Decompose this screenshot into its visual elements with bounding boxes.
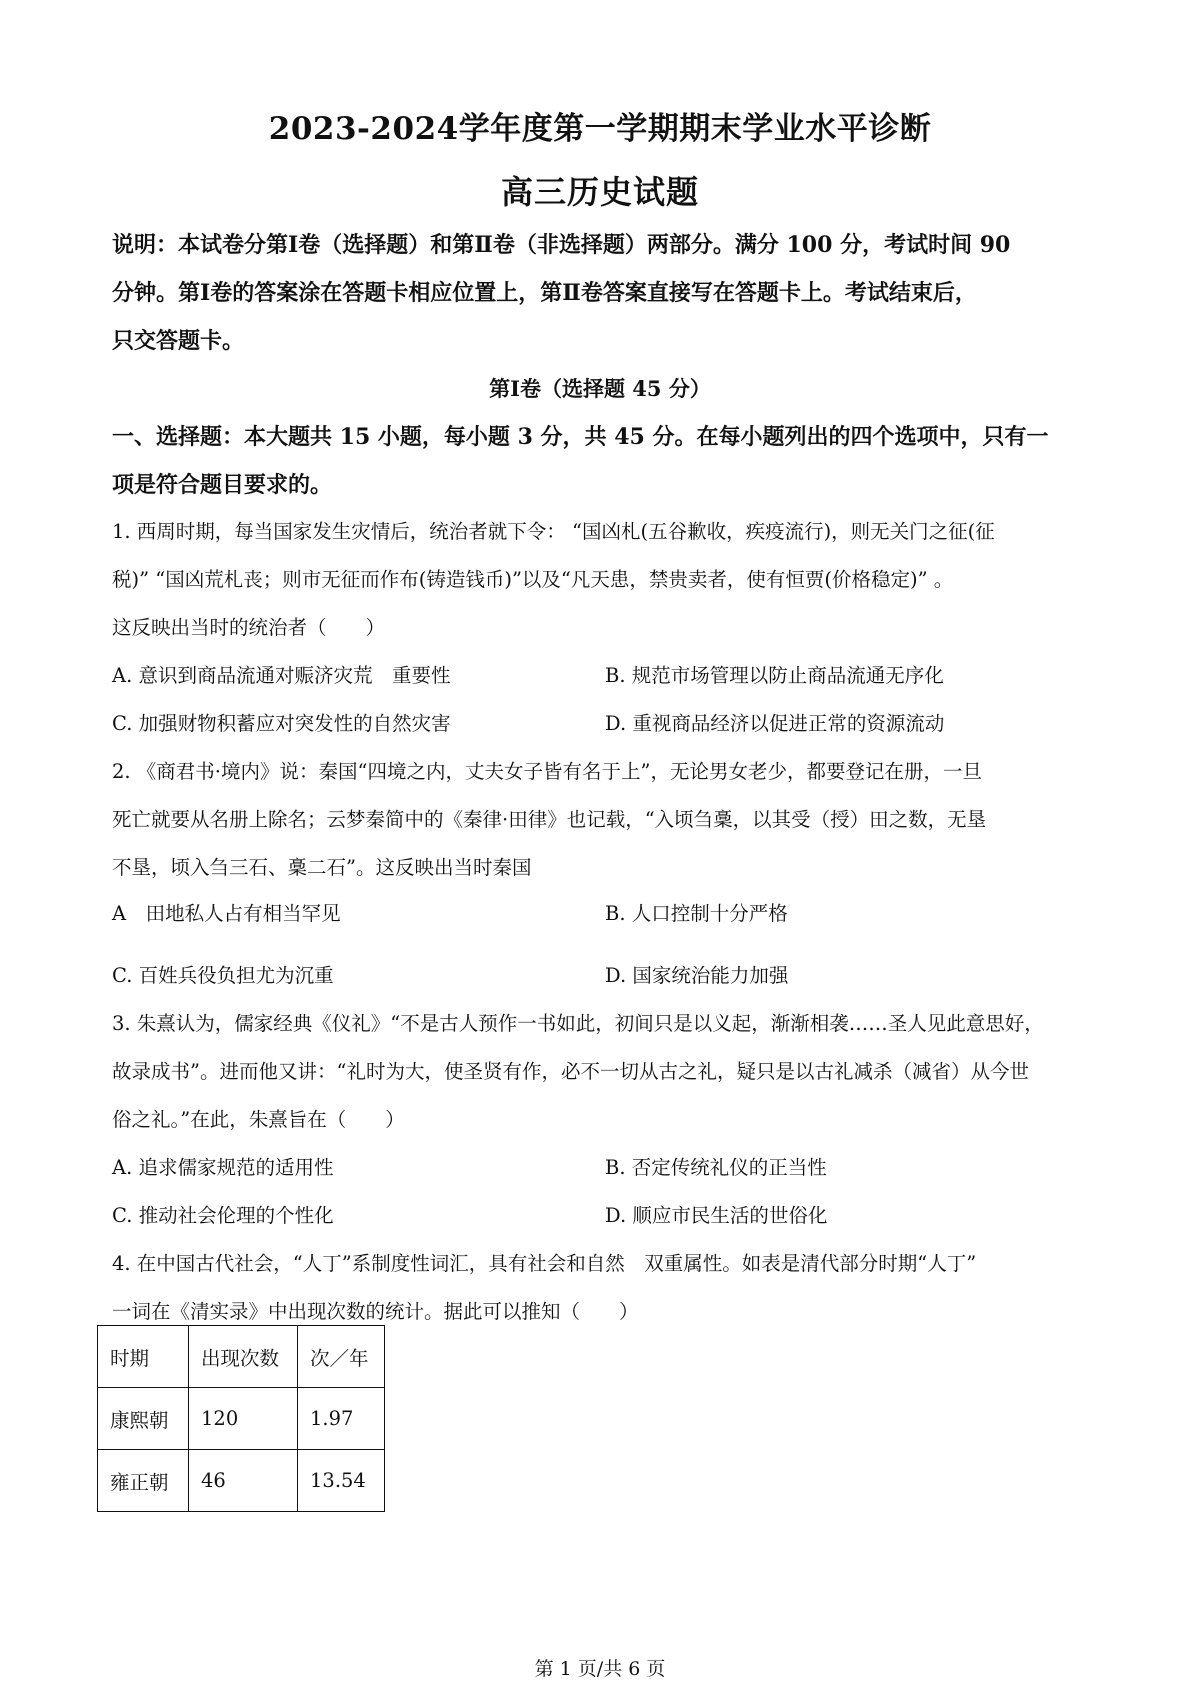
question-4-line-2: 一词在《清实录》中出现次数的统计。据此可以推知（ ） xyxy=(112,1300,639,1323)
question-4-line-1: 4. 在中国古代社会，“人丁”系制度性词汇，具有社会和自然 双重属性。如表是清代部分时期“人丁” xyxy=(112,1252,977,1275)
instructions-line-1: 说明：本试卷分第Ⅰ卷（选择题）和第Ⅱ卷（非选择题）两部分。满分 100 分，考试时间 90 xyxy=(112,232,1011,258)
table-cell: 13.54 xyxy=(298,1450,385,1512)
table-header-cell: 时期 xyxy=(98,1326,189,1388)
section-heading-line-1: 一、选择题：本大题共 15 小题，每小题 3 分，共 45 分。在每小题列出的四个选项中，只有一 xyxy=(112,424,1049,450)
question-1-option-d: D. 重视商品经济以促进正常的资源流动 xyxy=(605,712,945,735)
question-2-option-a: A 田地私人占有相当罕见 xyxy=(112,902,341,925)
question-2-line-3: 不垦，顷入刍三石、稾二石”。这反映出当时秦国 xyxy=(112,856,532,879)
table-cell: 120 xyxy=(189,1388,298,1450)
table-cell: 康熙朝 xyxy=(98,1388,189,1450)
question-2-option-d: D. 国家统治能力加强 xyxy=(605,964,789,987)
instructions-line-2: 分钟。第Ⅰ卷的答案涂在答题卡相应位置上，第Ⅱ卷答案直接写在答题卡上。考试结束后， xyxy=(112,280,977,306)
question-1-line-3: 这反映出当时的统治者（ ） xyxy=(112,616,386,639)
section-heading-line-2: 项是符合题目要求的。 xyxy=(112,472,333,498)
question-1-option-b: B. 规范市场管理以防止商品流通无序化 xyxy=(605,664,944,687)
table-header-cell: 次／年 xyxy=(298,1326,385,1388)
table-cell: 46 xyxy=(189,1450,298,1512)
section-title: 第Ⅰ卷（选择题 45 分） xyxy=(489,376,711,401)
table-cell: 1.97 xyxy=(298,1388,385,1450)
table-header-cell: 出现次数 xyxy=(189,1326,298,1388)
question-3-option-a: A. 追求儒家规范的适用性 xyxy=(112,1156,334,1179)
question-3-line-3: 俗之礼。”在此，朱熹旨在（ ） xyxy=(112,1108,405,1131)
question-3-option-c: C. 推动社会伦理的个性化 xyxy=(112,1204,334,1227)
page-number-footer: 第 1 页/共 6 页 xyxy=(534,1658,666,1680)
table-cell: 雍正朝 xyxy=(98,1450,189,1512)
question-3-line-1: 3. 朱熹认为，儒家经典《仪礼》“不是古人预作一书如此，初间只是以义起，渐渐相袭……圣人见此意思好， xyxy=(112,1012,1044,1035)
exam-subtitle: 高三历史试题 xyxy=(500,173,699,211)
question-1-line-2: 税)” “国凶荒札丧；则市无征而作布(铸造钱币)”以及“凡天患，禁贵卖者，使有恒贾(价格稳定)” 。 xyxy=(112,568,954,591)
table-row xyxy=(98,1450,385,1512)
exam-title: 2023-2024学年度第一学期期末学业水平诊断 xyxy=(268,111,932,147)
instructions-line-3: 只交答题卡。 xyxy=(112,328,245,354)
question-2-line-2: 死亡就要从名册上除名；云梦秦简中的《秦律·田律》也记载，“入顷刍稾，以其受（授）田之数，无垦 xyxy=(112,808,987,831)
question-3-option-b: B. 否定传统礼仪的正当性 xyxy=(605,1156,827,1179)
question-2-option-c: C. 百姓兵役负担尤为沉重 xyxy=(112,964,334,987)
question-2-option-b: B. 人口控制十分严格 xyxy=(605,902,788,925)
question-1-option-a: A. 意识到商品流通对赈济灾荒 重要性 xyxy=(112,664,451,687)
table-row xyxy=(98,1388,385,1450)
question-3-line-2: 故录成书”。进而他又讲：“礼时为大，使圣贤有作，必不一切从古之礼，疑只是以古礼减杀（减省）从今世 xyxy=(112,1060,1029,1083)
statistics-table xyxy=(97,1325,385,1512)
table-header-row xyxy=(98,1326,385,1388)
question-2-line-1: 2. 《商君书·境内》说：秦国“四境之内，丈夫女子皆有名于上”，无论男女老少，都要登记在册，一旦 xyxy=(112,760,982,783)
question-1-line-1: 1. 西周时期，每当国家发生灾情后，统治者就下令： “国凶札(五谷歉收，疾疫流行)，则无关门之征(征 xyxy=(112,520,995,543)
question-1-option-c: C. 加强财物积蓄应对突发性的自然灾害 xyxy=(112,712,451,735)
question-3-option-d: D. 顺应市民生活的世俗化 xyxy=(605,1204,828,1227)
